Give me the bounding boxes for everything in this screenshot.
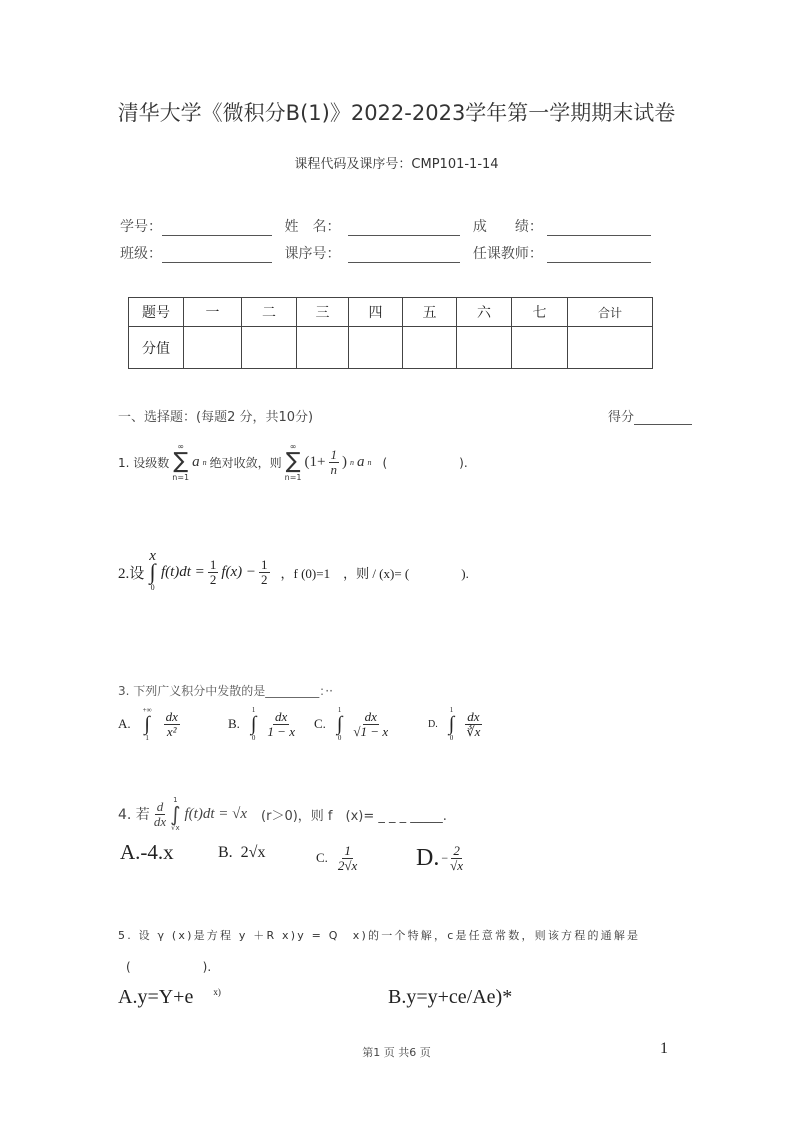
q1-sup: n: [350, 457, 354, 467]
sum-symbol: ∞ ∑ n=1: [172, 442, 190, 482]
score-cell[interactable]: [297, 327, 349, 369]
class-field[interactable]: [162, 248, 272, 263]
q1-sub2: n: [367, 457, 372, 467]
section-score-field[interactable]: [634, 410, 692, 425]
q3-option-d[interactable]: D. 1 ∫ 0 $\frac{dx}{∛x}$: [428, 706, 481, 742]
score-cell[interactable]: [512, 327, 568, 369]
col-header: 合计: [568, 298, 653, 327]
q4-option-a[interactable]: A.-4.x: [120, 840, 174, 864]
teacher-field[interactable]: [547, 248, 651, 263]
score-field[interactable]: [547, 221, 651, 236]
sum-symbol: ∞ ∑ n=1: [284, 442, 302, 482]
q1-sub: n: [202, 457, 207, 467]
q2-frac1: $\frac{1}{2}$: [209, 556, 217, 587]
col-header: 二: [242, 298, 297, 327]
col-header: 六: [457, 298, 512, 327]
q4-condition: (r＞0)，则 f (x)= _ _ _ _____.: [261, 808, 447, 824]
q3-option-c[interactable]: C. 1 ∫ 0 $\frac{dx}{√1 - x}$: [314, 706, 389, 742]
student-id-label: 学号：: [120, 219, 162, 235]
score-cell[interactable]: [403, 327, 457, 369]
q4-options: [120, 836, 520, 882]
q1-frac: $\frac{1}{n}$: [330, 446, 337, 477]
score-cell[interactable]: [568, 327, 653, 369]
question-4: [118, 790, 447, 838]
row-label-question: 题号: [129, 298, 184, 327]
q1-expr: (1+: [304, 453, 326, 470]
page-footer: 第1 页 共6 页: [362, 1046, 431, 1059]
section-heading: 一、选择题：(每题2 分，共10分): [118, 410, 314, 425]
col-header: 四: [349, 298, 403, 327]
col-header: 五: [403, 298, 457, 327]
section-score: [608, 406, 692, 425]
section-label: 课序号：: [284, 246, 341, 262]
question-2: [118, 550, 469, 594]
name-label: 姓 名：: [284, 219, 341, 235]
q4-prefix: 4. 若: [118, 807, 150, 823]
q3-option-b[interactable]: B. 1 ∫ 0 $\frac{dx}{1 - x}$: [228, 706, 295, 742]
page-number: 1: [660, 1040, 668, 1057]
student-info-row-1: [120, 216, 651, 236]
course-code: 课程代码及课序号：CMP101-1-14: [294, 157, 499, 172]
q1-an2: a: [357, 453, 365, 470]
q5-option-a[interactable]: A.y=Y+e $^{x)}$: [118, 986, 221, 1008]
score-cell[interactable]: [457, 327, 512, 369]
q1-prefix: 1. 设级数: [118, 455, 170, 470]
q2-condition: ，f (0)=1 ，则 / (x)= ( ).: [280, 565, 469, 581]
class-label: 班级：: [120, 246, 162, 262]
q3-options: [118, 702, 518, 746]
q4-body: f(t)dt = √x: [184, 805, 248, 822]
score-cell[interactable]: [184, 327, 242, 369]
section-field[interactable]: [348, 248, 460, 263]
name-field[interactable]: [348, 221, 460, 236]
q2-frac2: $\frac{1}{2}$: [261, 556, 268, 587]
col-header: 三: [297, 298, 349, 327]
teacher-label: 任课教师：: [472, 246, 543, 262]
q4-option-c[interactable]: C. $\frac{1}{2√x}$: [316, 842, 358, 873]
score-table: [128, 297, 653, 369]
student-info-row-2: [120, 243, 651, 263]
q2-mid: f(x) −: [221, 563, 256, 580]
q2-prefix: 2.设: [118, 565, 145, 582]
score-cell[interactable]: [242, 327, 297, 369]
student-id-field[interactable]: [162, 221, 272, 236]
answer-blank[interactable]: ( ).: [382, 455, 468, 470]
integral-symbol: 1 ∫ √x: [170, 796, 181, 832]
q2-lhs: f(t)dt =: [160, 563, 205, 580]
q4-option-d[interactable]: D. − $\frac{2}{√x}$: [416, 842, 464, 873]
q1-mid: 绝对收敛，则: [209, 455, 282, 470]
q4-derivative: $\frac{d}{dx}$: [153, 798, 167, 829]
question-3: 3. 下列广义积分中发散的是_________：··: [118, 684, 333, 698]
score-cell[interactable]: [349, 327, 403, 369]
q4-option-b[interactable]: B. 2√x: [218, 844, 266, 861]
answer-blank[interactable]: ( ).: [126, 960, 212, 974]
q3-option-a[interactable]: A. +∞ ∫ 1 $\frac{dx}{\text{x²}}$: [118, 706, 178, 742]
question-5: 5. 设 γ (x)是方程 y ＋R x)y = Q x)的一个特解，c是任意常数，则该方程的通解是: [118, 929, 641, 942]
q5-option-b[interactable]: B.y=y+ce/Ae)*: [388, 986, 513, 1008]
col-header: 七: [512, 298, 568, 327]
col-header: 一: [184, 298, 242, 327]
q1-an: a: [192, 453, 200, 470]
score-label: 成 绩：: [472, 219, 543, 235]
row-label-score: 分值: [129, 327, 184, 369]
exam-title: 清华大学《微积分B(1)》2022-2023学年第一学期期末试卷: [117, 101, 676, 125]
section-score-label: 得分: [608, 410, 635, 425]
question-1: [118, 440, 468, 484]
integral-symbol: x ∫ 0: [149, 548, 156, 592]
q1-tail: ): [342, 453, 347, 470]
